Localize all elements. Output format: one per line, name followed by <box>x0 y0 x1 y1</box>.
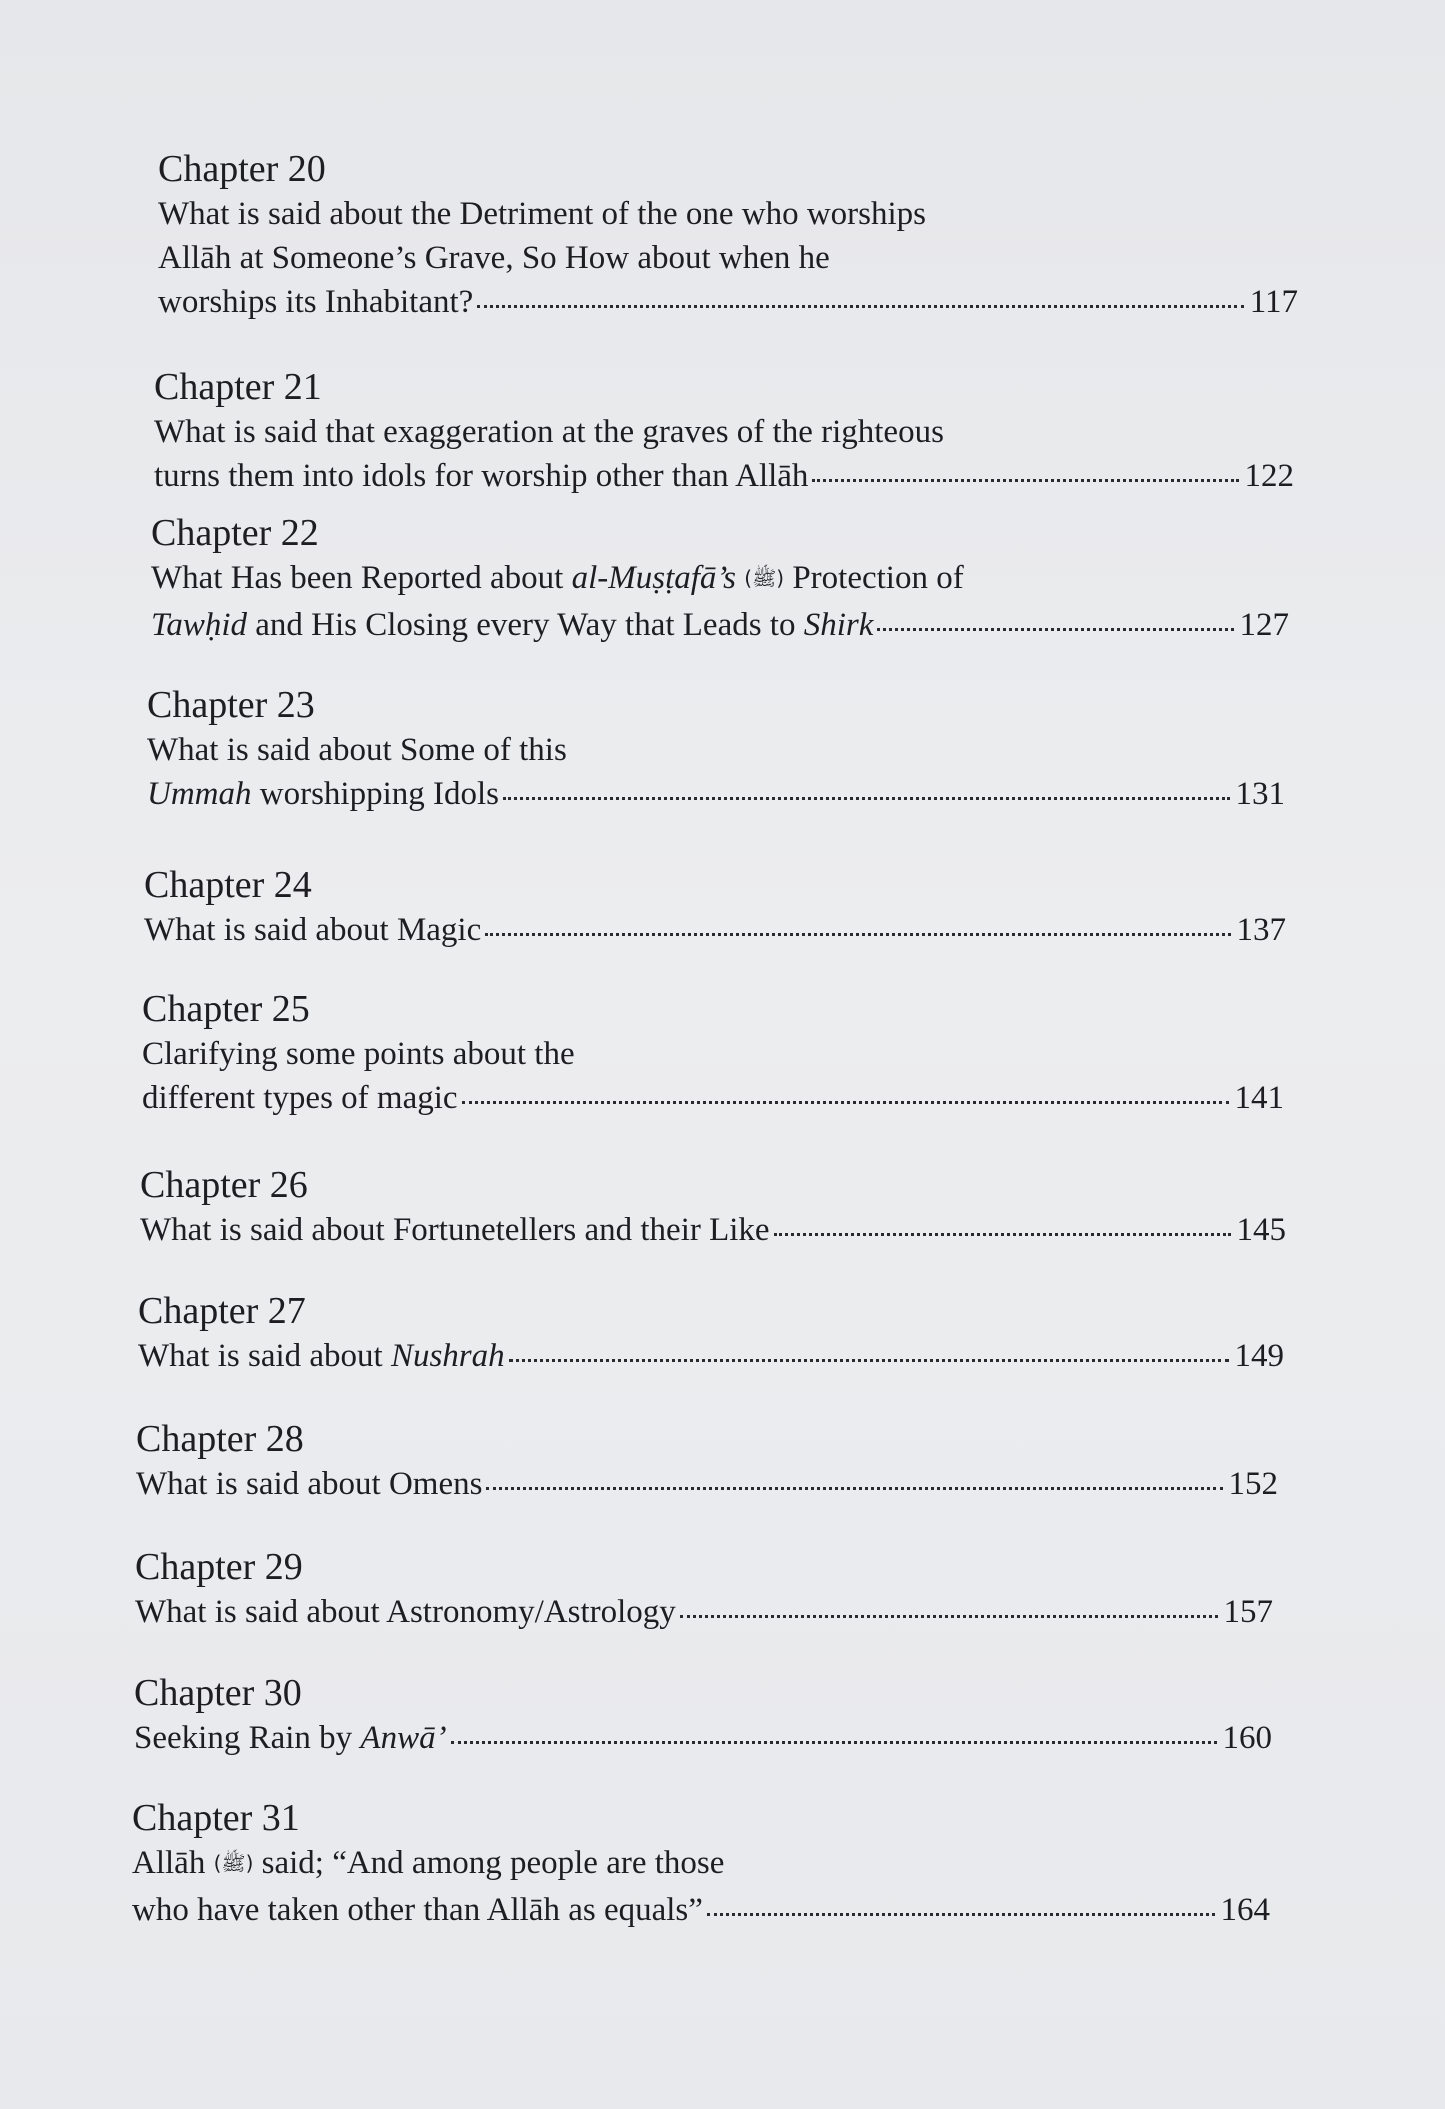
toc-leader-line[interactable] <box>142 1076 1284 1120</box>
toc-entry-chapter-23 <box>147 682 1285 816</box>
entry-title-line <box>147 772 499 816</box>
page-number: 137 <box>1236 912 1286 948</box>
title-italic-term: Nushrah <box>390 1338 505 1374</box>
dot-leader <box>451 1740 1217 1744</box>
dot-leader <box>877 627 1233 631</box>
page-number: 157 <box>1223 1594 1273 1630</box>
chapter-heading: Chapter 26 <box>140 1164 308 1206</box>
chapter-heading: Chapter 21 <box>154 366 322 408</box>
page-number: 127 <box>1239 607 1289 643</box>
chapter-heading: Chapter 25 <box>142 988 310 1030</box>
title-italic-term: Ummah <box>147 776 252 812</box>
entry-title-line: turns them into idols for worship other than Allāh <box>154 458 809 494</box>
title-text: Allāh <box>132 1845 214 1881</box>
toc-leader-line[interactable] <box>147 772 1285 816</box>
dot-leader <box>462 1100 1229 1104</box>
page-number: 160 <box>1222 1720 1272 1756</box>
dot-leader <box>812 478 1238 482</box>
toc-entry-chapter-31 <box>132 1795 1270 1932</box>
toc-leader-line[interactable] <box>140 1208 1286 1252</box>
toc-leader-line[interactable] <box>154 454 1294 498</box>
entry-title-line: Allāh at Someone’s Grave, So How about when he <box>158 240 830 276</box>
chapter-heading: Chapter 23 <box>147 684 315 726</box>
toc-leader-line[interactable] <box>151 603 1289 647</box>
toc-entry-chapter-22 <box>151 510 1289 647</box>
entry-title-line: worships its Inhabitant? <box>158 284 474 320</box>
page-number: 131 <box>1235 776 1285 812</box>
entry-title-line: What is said about the Detriment of the one who worships <box>158 196 927 232</box>
title-text: What Has been Reported about <box>151 560 572 596</box>
entry-title-line: What is said about Some of this <box>147 732 567 768</box>
dot-leader <box>486 1486 1222 1490</box>
title-text: Protection of <box>784 560 964 596</box>
title-text: worshipping Idols <box>251 776 499 812</box>
entry-title-line: What is said that exaggeration at the graves of the righteous <box>154 414 944 450</box>
toc-entry-chapter-21 <box>154 364 1294 498</box>
entry-title-line <box>151 556 1289 603</box>
toc-leader-line[interactable] <box>135 1590 1273 1634</box>
toc-leader-line[interactable] <box>132 1888 1270 1932</box>
entry-title-line: What is said about Magic <box>144 912 482 948</box>
entry-title-line <box>134 1716 447 1760</box>
title-italic-term: Anwā’ <box>360 1720 447 1756</box>
page-number: 152 <box>1228 1466 1278 1502</box>
title-text: and His Closing every Way that Leads to <box>247 607 804 643</box>
entry-title-line: different types of magic <box>142 1080 458 1116</box>
page-number: 122 <box>1244 458 1294 494</box>
page-number: 117 <box>1249 284 1298 320</box>
title-italic-term: al-Muṣṭafā’s <box>571 560 737 596</box>
toc-entry-chapter-20 <box>158 146 1298 324</box>
entry-title-line: who have taken other than Allāh as equals” <box>132 1892 703 1928</box>
entry-title-line: What is said about Omens <box>136 1466 483 1502</box>
dot-leader <box>774 1232 1231 1236</box>
toc-entry-chapter-25 <box>142 986 1284 1120</box>
dot-leader <box>680 1614 1218 1618</box>
page-number: 149 <box>1234 1338 1284 1374</box>
entry-title-line: What is said about Astronomy/Astrology <box>135 1594 676 1630</box>
entry-title-line <box>151 603 873 647</box>
dot-leader <box>707 1912 1215 1916</box>
dot-leader <box>477 304 1243 308</box>
toc-entry-chapter-24 <box>144 862 1286 952</box>
toc-entry-chapter-29 <box>135 1544 1273 1634</box>
toc-leader-line[interactable] <box>138 1334 1284 1378</box>
chapter-heading: Chapter 20 <box>158 148 326 190</box>
toc-leader-line[interactable] <box>144 908 1286 952</box>
title-italic-term: Tawḥid <box>151 607 248 643</box>
entry-title-line: Clarifying some points about the <box>142 1036 575 1072</box>
toc-entry-chapter-28 <box>136 1416 1278 1506</box>
chapter-heading: Chapter 30 <box>134 1672 302 1714</box>
chapter-heading: Chapter 27 <box>138 1290 306 1332</box>
toc-leader-line[interactable] <box>134 1716 1272 1760</box>
dot-leader <box>503 796 1230 800</box>
entry-title-line: What is said about Fortunetellers and their Like <box>140 1212 770 1248</box>
chapter-heading: Chapter 22 <box>151 512 319 554</box>
dot-leader <box>509 1358 1229 1362</box>
toc-leader-line[interactable] <box>158 280 1298 324</box>
chapter-heading: Chapter 28 <box>136 1418 304 1460</box>
salutation-glyph: (ﷺ) <box>744 566 785 590</box>
salutation-glyph: (ﷺ) <box>213 1851 254 1875</box>
chapter-heading: Chapter 29 <box>135 1546 303 1588</box>
entry-title-line <box>138 1334 505 1378</box>
toc-entry-chapter-30 <box>134 1670 1272 1760</box>
page-number: 145 <box>1236 1212 1286 1248</box>
chapter-heading: Chapter 31 <box>132 1797 300 1839</box>
title-text: What is said about <box>138 1338 391 1374</box>
title-text: Seeking Rain by <box>134 1720 361 1756</box>
title-text: said; “And among people are those <box>253 1845 725 1881</box>
page-number: 141 <box>1234 1080 1284 1116</box>
title-italic-term: Shirk <box>803 607 874 643</box>
toc-entry-chapter-26 <box>140 1162 1286 1252</box>
toc-entry-chapter-27 <box>138 1288 1284 1378</box>
chapter-heading: Chapter 24 <box>144 864 312 906</box>
entry-title-line <box>132 1841 1270 1888</box>
page-number: 164 <box>1220 1892 1270 1928</box>
toc-leader-line[interactable] <box>136 1462 1278 1506</box>
dot-leader <box>485 932 1230 936</box>
